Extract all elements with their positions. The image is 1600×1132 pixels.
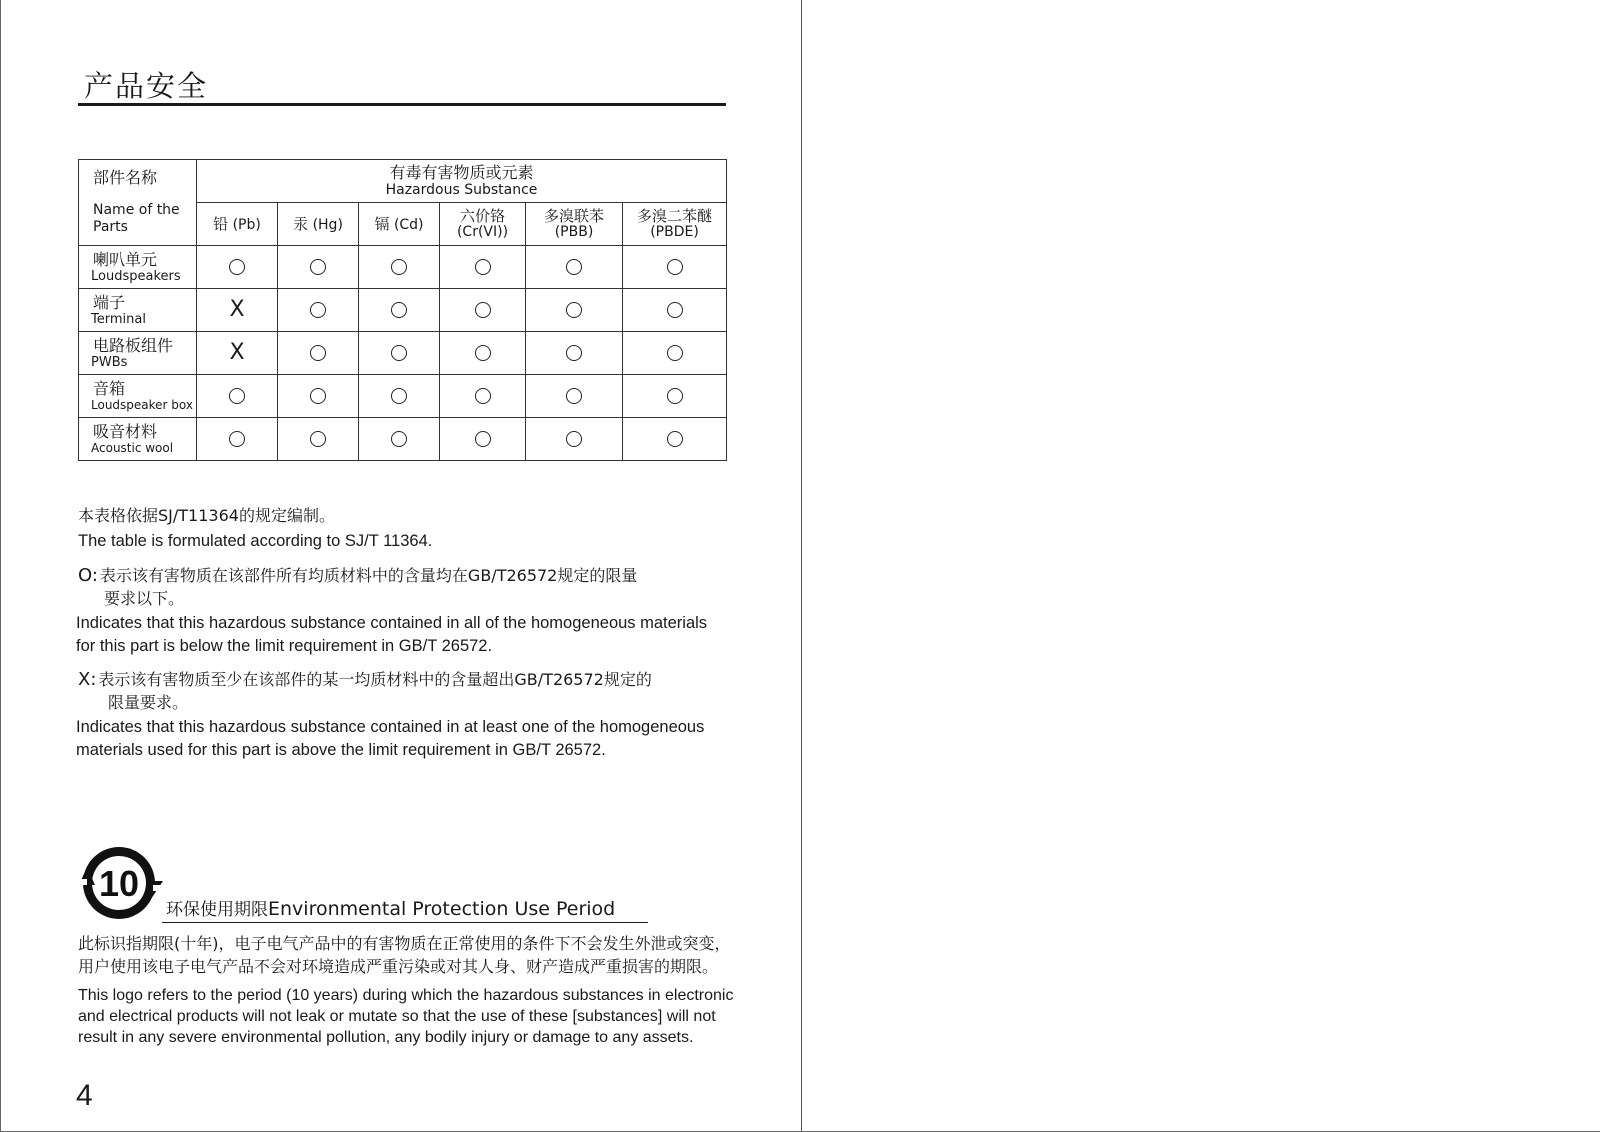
epup-title-zh: 环保使用期限 xyxy=(166,900,268,920)
o-legend-en-line1: Indicates that this hazardous substance contained in all of the homogeneous materials xyxy=(76,614,708,632)
name-header-zh: 部件名称 xyxy=(93,167,158,187)
substance-cell xyxy=(359,418,440,461)
below-limit-circle-icon xyxy=(391,388,407,404)
substance-cell xyxy=(623,418,727,461)
hazardous-substance-table xyxy=(78,159,727,461)
exceeds-limit-mark: X xyxy=(229,297,245,322)
group-header-zh: 有毒有害物质或元素 xyxy=(389,163,534,182)
below-limit-circle-icon xyxy=(310,431,326,447)
o-legend-en xyxy=(76,612,707,658)
logo-number: 10 xyxy=(98,863,140,904)
part-name-zh: 端子 xyxy=(93,293,126,312)
hazardous-substance-group-header xyxy=(197,160,727,203)
substance-cell xyxy=(197,375,278,418)
below-limit-circle-icon xyxy=(229,259,245,275)
o-legend-zh-line2: 要求以下。 xyxy=(104,589,185,608)
below-limit-circle-icon xyxy=(475,431,491,447)
substance-cell xyxy=(526,289,623,332)
below-limit-circle-icon xyxy=(475,259,491,275)
column-header-pb: 铅 (Pb) xyxy=(197,203,278,246)
below-limit-circle-icon xyxy=(310,388,326,404)
epup-desc-zh-line1: 此标识指期限(十年)，电子电气产品中的有害物质在正常使用的条件下不会发生外泄或突变， xyxy=(78,934,731,953)
substance-cell xyxy=(359,246,440,289)
o-symbol: O: xyxy=(78,565,98,586)
title-underline xyxy=(78,103,726,106)
below-limit-circle-icon xyxy=(667,345,683,361)
part-name-zh: 吸音材料 xyxy=(93,422,158,441)
substance-cell xyxy=(278,246,359,289)
substance-cell xyxy=(623,332,727,375)
group-header-en: Hazardous Substance xyxy=(385,182,538,198)
substance-cell xyxy=(359,332,440,375)
epup-title xyxy=(162,895,648,923)
x-legend-zh-line1: 表示该有害物质至少在该部件的某一均质材料中的含量超出GB/T26572规定的 xyxy=(98,670,652,689)
part-name-cell xyxy=(79,375,197,418)
table-row xyxy=(79,246,727,289)
substance-cell xyxy=(623,375,727,418)
page-title: 产品安全 xyxy=(84,69,209,103)
below-limit-circle-icon xyxy=(667,302,683,318)
substance-cell xyxy=(440,246,526,289)
substance-cell xyxy=(278,418,359,461)
below-limit-circle-icon xyxy=(310,259,326,275)
table-body xyxy=(79,246,727,461)
below-limit-circle-icon xyxy=(229,388,245,404)
part-name-cell xyxy=(79,418,197,461)
column-header-pbde: 多溴二苯醚 (PBDE) xyxy=(623,203,727,246)
substance-cell xyxy=(526,332,623,375)
below-limit-circle-icon xyxy=(475,302,491,318)
exceeds-limit-mark: X xyxy=(229,340,245,365)
substance-cell xyxy=(440,332,526,375)
column-header-cd: 镉 (Cd) xyxy=(359,203,440,246)
part-name-en: Loudspeakers xyxy=(91,269,181,284)
part-name-en: Acoustic wool xyxy=(91,441,174,455)
below-limit-circle-icon xyxy=(391,302,407,318)
part-name-cell xyxy=(79,246,197,289)
part-name-en: Terminal xyxy=(91,312,146,327)
below-limit-circle-icon xyxy=(391,259,407,275)
substance-cell xyxy=(197,289,278,332)
substance-cell xyxy=(197,246,278,289)
substance-cell xyxy=(278,289,359,332)
below-limit-circle-icon xyxy=(667,431,683,447)
below-limit-circle-icon xyxy=(667,259,683,275)
substance-cell xyxy=(526,375,623,418)
basis-note-zh: 本表格依据SJ/T11364的规定编制。 xyxy=(78,506,335,525)
part-name-cell xyxy=(79,289,197,332)
page-border-left xyxy=(0,0,1,1132)
o-legend-zh xyxy=(78,564,758,610)
substance-cell xyxy=(526,246,623,289)
below-limit-circle-icon xyxy=(566,345,582,361)
x-legend-en-line2: materials used for this part is above the limit requirement in GB/T 26572. xyxy=(76,741,606,759)
basis-note-en: The table is formulated according to SJ/T 11364. xyxy=(78,532,433,550)
substance-cell xyxy=(197,418,278,461)
below-limit-circle-icon xyxy=(391,431,407,447)
x-legend-en xyxy=(76,716,704,762)
page-number: 4 xyxy=(76,1079,93,1112)
below-limit-circle-icon xyxy=(566,431,582,447)
substance-cell xyxy=(623,289,727,332)
epup-desc-en-line3: result in any severe environmental pollution, any bodily injury or damage to any assets. xyxy=(78,1029,694,1046)
x-symbol: X: xyxy=(78,669,97,690)
x-legend-zh xyxy=(78,668,778,714)
part-name-zh: 音箱 xyxy=(93,379,126,398)
name-header-en-line2: Parts xyxy=(93,218,128,235)
below-limit-circle-icon xyxy=(566,302,582,318)
epup-desc-zh-line2: 用户使用该电子电气产品不会对环境造成严重污染或对其人身、财产造成严重损害的期限。 xyxy=(78,957,719,976)
epup-10-logo-icon xyxy=(79,845,163,921)
part-name-en: Loudspeaker box xyxy=(91,398,193,412)
below-limit-circle-icon xyxy=(310,302,326,318)
name-of-parts-header xyxy=(79,160,197,246)
x-legend-zh-line2: 限量要求。 xyxy=(108,693,189,712)
table-row xyxy=(79,375,727,418)
column-header-pbb: 多溴联苯 (PBB) xyxy=(526,203,623,246)
epup-title-en: Environmental Protection Use Period xyxy=(268,898,616,920)
below-limit-circle-icon xyxy=(566,259,582,275)
o-legend-en-line2: for this part is below the limit requirement in GB/T 26572. xyxy=(76,637,493,655)
below-limit-circle-icon xyxy=(310,345,326,361)
column-header-cr-vi: 六价铬 (Cr(VI)) xyxy=(440,203,526,246)
below-limit-circle-icon xyxy=(229,431,245,447)
substance-cell xyxy=(359,289,440,332)
part-name-en: PWBs xyxy=(91,355,128,370)
name-header-en-line1: Name of the xyxy=(93,201,180,218)
below-limit-circle-icon xyxy=(475,345,491,361)
page-divider xyxy=(801,0,802,1132)
part-name-zh: 电路板组件 xyxy=(93,336,174,355)
epup-desc-en-line1: This logo refers to the period (10 years) during which the hazardous substances in electronic xyxy=(78,987,734,1004)
part-name-cell xyxy=(79,332,197,375)
below-limit-circle-icon xyxy=(475,388,491,404)
table-row xyxy=(79,332,727,375)
below-limit-circle-icon xyxy=(667,388,683,404)
substance-cell xyxy=(440,375,526,418)
substance-cell xyxy=(623,246,727,289)
substance-cell xyxy=(440,418,526,461)
substance-cell xyxy=(197,332,278,375)
epup-desc-en xyxy=(78,985,733,1048)
substance-cell xyxy=(440,289,526,332)
epup-desc-en-line2: and electrical products will not leak or mutate so that the use of these [substances] will not xyxy=(78,1008,716,1025)
substance-cell xyxy=(278,375,359,418)
x-legend-en-line1: Indicates that this hazardous substance contained in at least one of the homogeneous xyxy=(76,718,705,736)
below-limit-circle-icon xyxy=(566,388,582,404)
part-name-zh: 喇叭单元 xyxy=(93,250,158,269)
substance-cell xyxy=(278,332,359,375)
table-row xyxy=(79,418,727,461)
substance-cell xyxy=(359,375,440,418)
column-header-hg: 汞 (Hg) xyxy=(278,203,359,246)
o-legend-zh-line1: 表示该有害物质在该部件所有均质材料中的含量均在GB/T26572规定的限量 xyxy=(99,566,638,585)
epup-desc-zh xyxy=(78,932,731,978)
table-row xyxy=(79,289,727,332)
substance-cell xyxy=(526,418,623,461)
below-limit-circle-icon xyxy=(391,345,407,361)
